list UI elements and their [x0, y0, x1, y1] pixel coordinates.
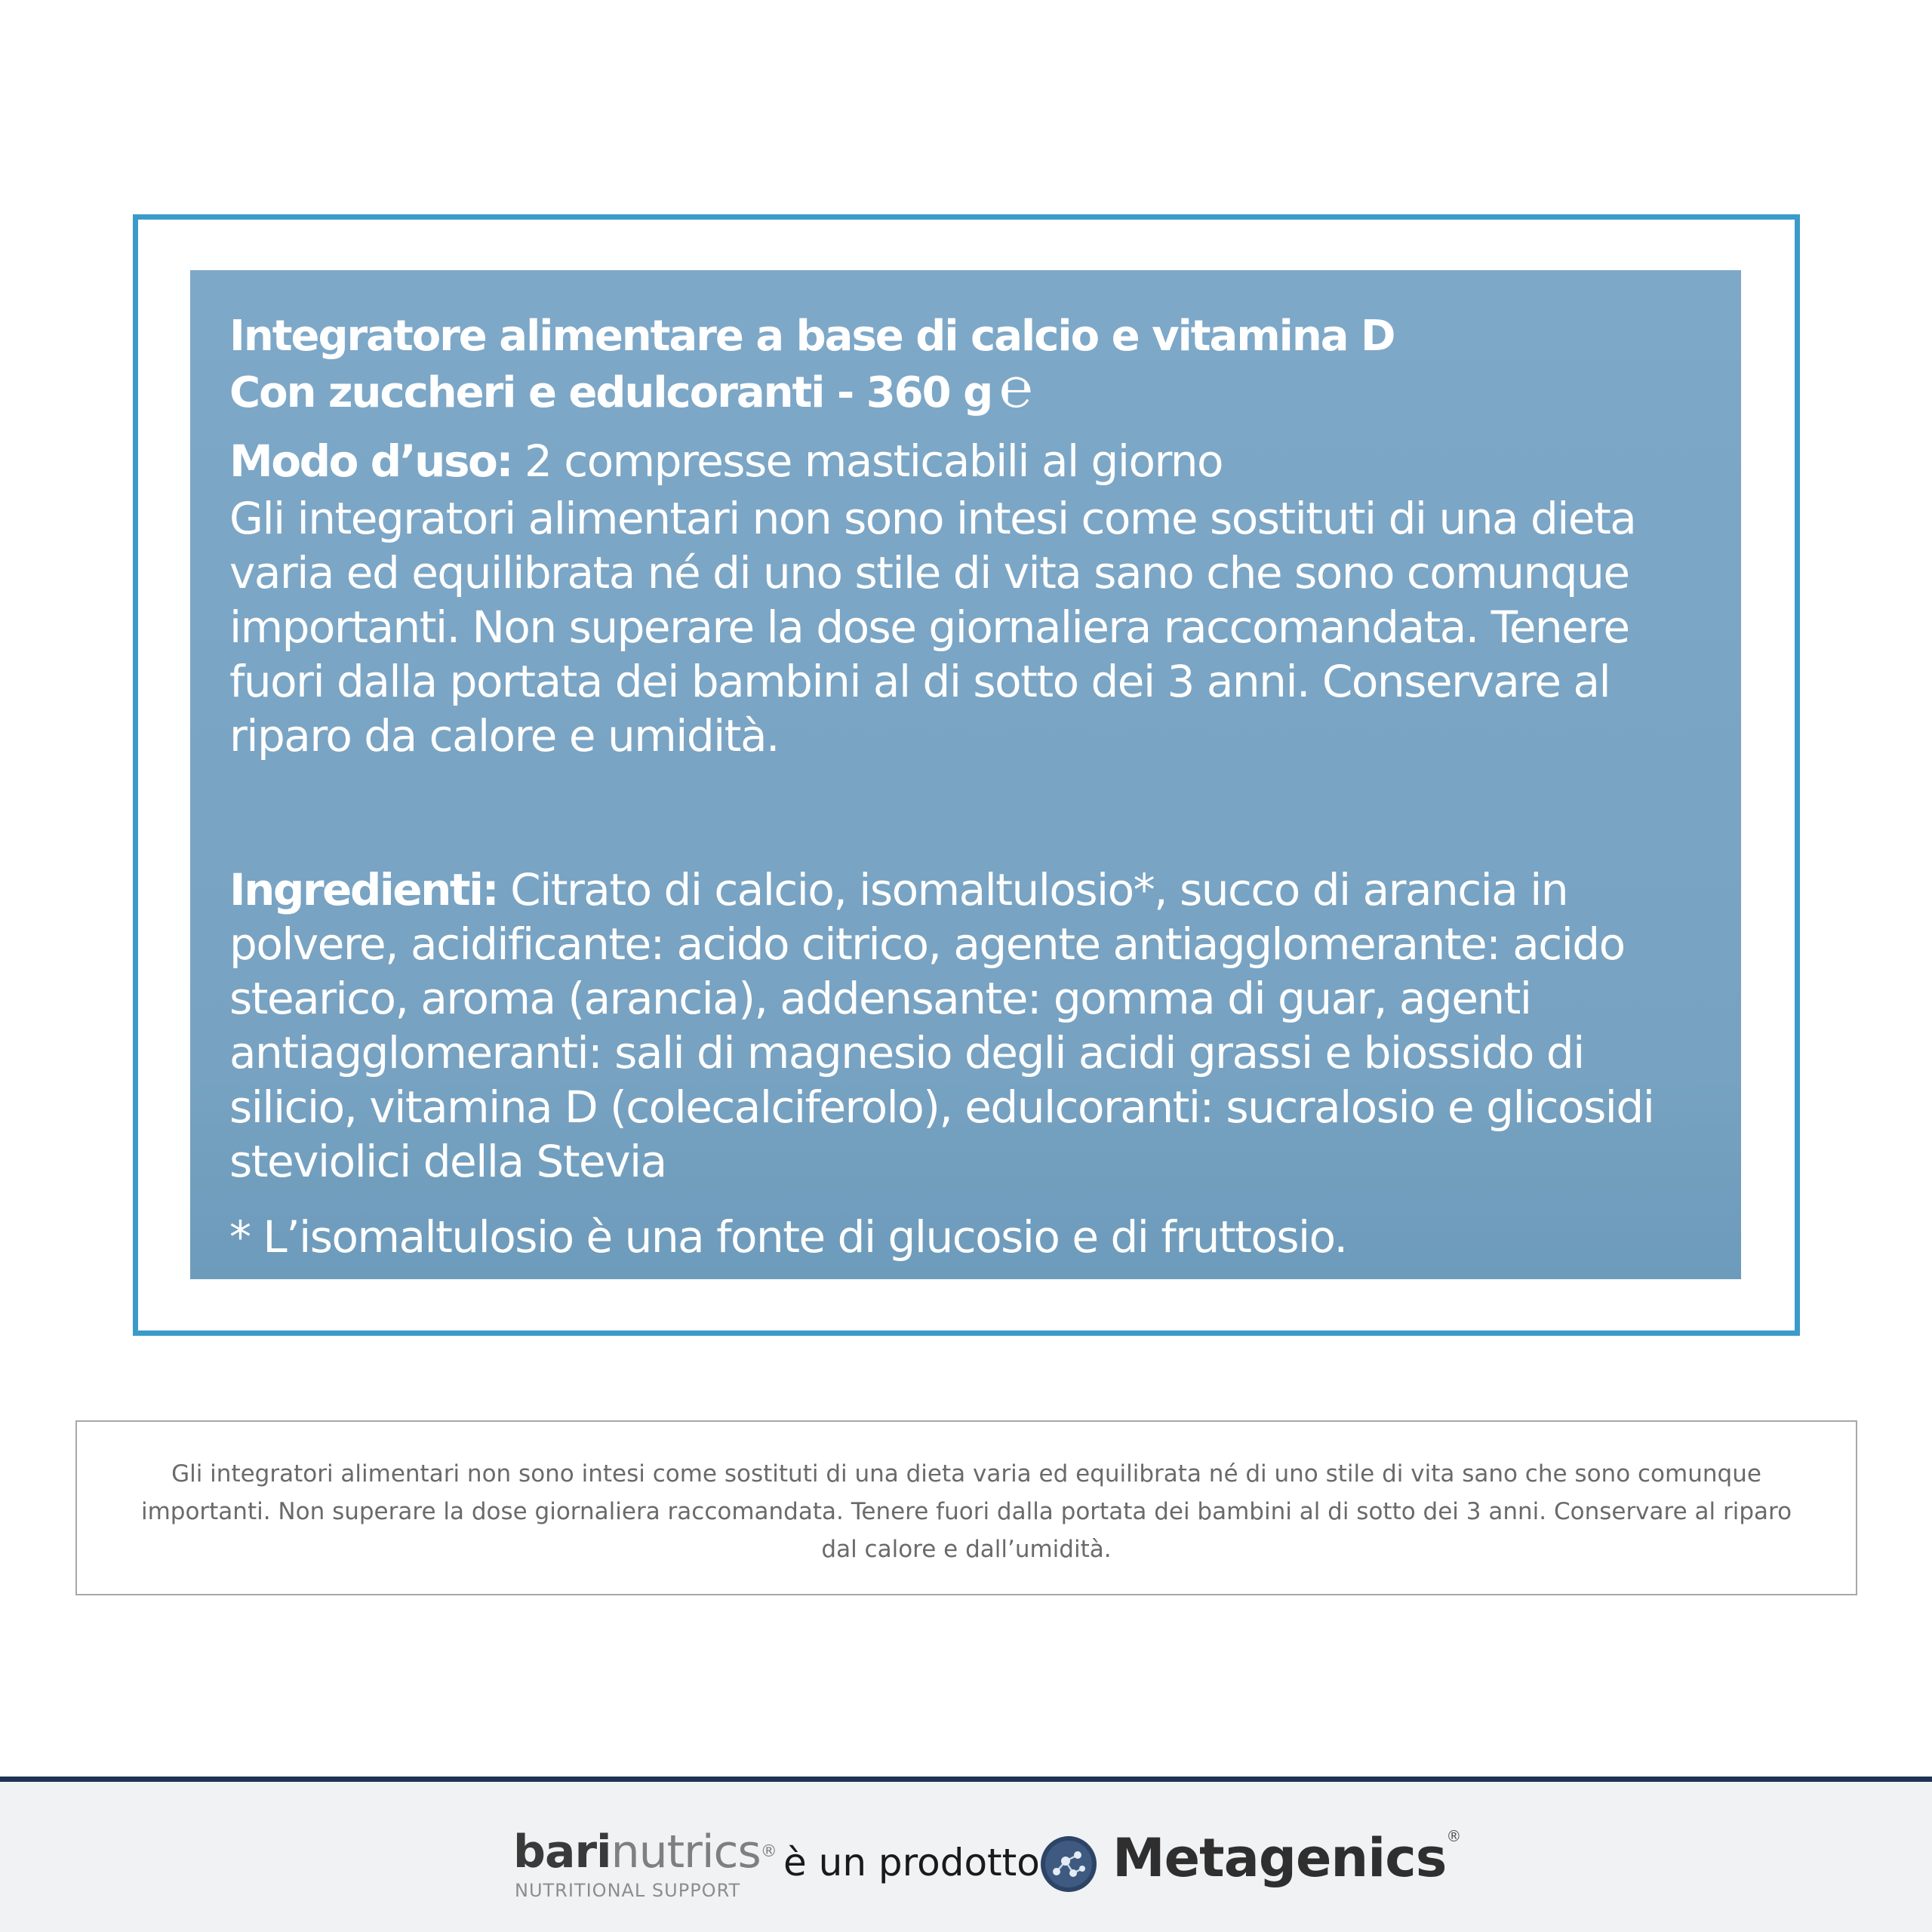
footer-divider [0, 1777, 1932, 1782]
isomaltulose-footnote: * L’isomaltulosio è una fonte di glucosio e di fruttosio. [229, 1211, 1347, 1263]
barinutrics-wordmark: barinutrics® [513, 1826, 777, 1878]
ingredients-text: Citrato di calcio, isomaltulosio*, succo di arancia in polvere, acidificante: acido citrico, agente antiagglomerante: acido stearico, aroma (arancia), addensante: gomma di guar, agenti antiagglomeranti: sali di magnesio degli acidi grassi e biossido di silicio, vitamina D (colecalciferolo), edulcoranti: sucralosio e glicosidi steviolici della Stevia [229, 864, 1654, 1187]
title-line-1: Integratore alimentare a base di calcio e vitamina D [229, 312, 1395, 361]
estimated-sign-icon: ℮ [999, 355, 1032, 420]
usage-text: 2 compresse masticabili al giorno [512, 435, 1223, 487]
warnings-text: Gli integratori alimentari non sono intesi come sostituti di una dieta varia ed equilibrata né di uno stile di vita sano che sono comunque importanti. Non superare la dose giornaliera raccomandata. Tenere fuori dalla portata dei bambini al di sotto dei 3 anni. Conservare al riparo da calore e umidità. [229, 493, 1636, 761]
ingredients [229, 863, 1711, 1189]
disclaimer-box [75, 1420, 1857, 1595]
ingredients-label: Ingredienti: [229, 864, 498, 915]
footer [0, 1782, 1932, 1932]
title-line-2: Con zuccheri e edulcoranti - 360 g [229, 368, 992, 417]
usage-instructions [229, 434, 1711, 488]
product-subtitle [229, 355, 1711, 420]
product-of-text: è un prodotto [783, 1841, 1040, 1884]
molecule-circle-icon [1040, 1835, 1097, 1893]
barinutrics-logo[interactable] [513, 1826, 777, 1909]
disclaimer-text: Gli integratori alimentari non sono intesi come sostituti di una dieta varia ed equilibrata né di uno stile di vita sano che sono comunque importanti. Non superare la dose giornaliera raccomandata. Tenere fuori dalla portata dei bambini al di sotto dei 3 anni. Conservare al riparo dal calore e dall’umidità. [140, 1460, 1792, 1563]
metagenics-logo[interactable]: Metagenics® [1112, 1827, 1461, 1889]
product-label-panel [190, 270, 1741, 1279]
product-title [229, 311, 1711, 362]
barinutrics-tagline: NUTRITIONAL SUPPORT [515, 1880, 741, 1901]
usage-label: Modo d’uso: [229, 435, 512, 487]
